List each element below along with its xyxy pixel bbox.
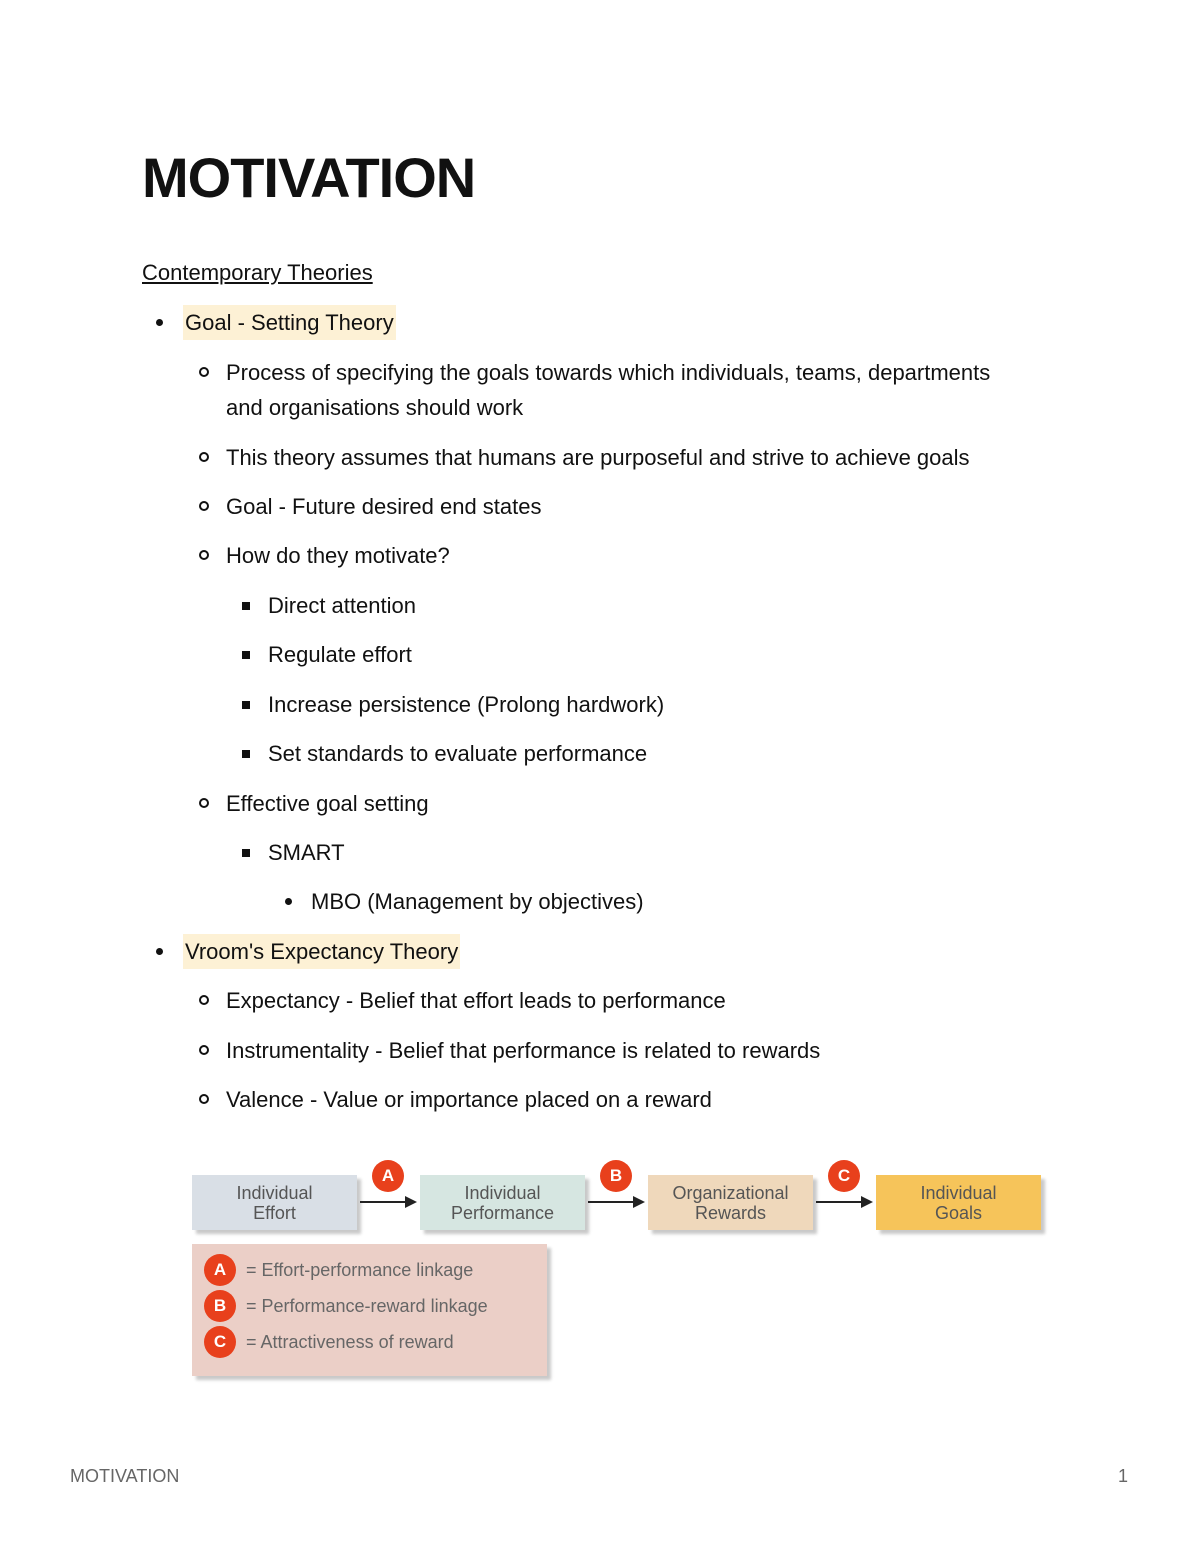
badge-a-icon: A — [372, 1160, 404, 1192]
square-bullet-icon — [242, 602, 250, 610]
expectancy-diagram — [190, 1160, 1060, 1390]
arrow-icon — [816, 1201, 871, 1203]
list-item-text: Process of specifying the goals towards which individuals, teams, departments — [226, 360, 991, 385]
legend-row — [204, 1290, 488, 1322]
ring-bullet-icon — [199, 367, 209, 377]
disc-bullet-icon — [156, 319, 163, 326]
list-item-motivate — [268, 637, 412, 672]
badge-c-icon: C — [828, 1160, 860, 1192]
badge-b-icon: B — [204, 1290, 236, 1322]
list-item-motivate — [268, 687, 664, 722]
list-item-goal-setting — [183, 305, 396, 340]
list-item-motivate — [268, 736, 647, 771]
square-bullet-icon — [242, 849, 250, 857]
badge-a-icon: A — [204, 1254, 236, 1286]
list-item-text: and organisations should work — [226, 395, 524, 420]
ring-bullet-icon — [199, 1094, 209, 1104]
arrow-icon — [588, 1201, 643, 1203]
legend-text: = Effort-performance linkage — [246, 1259, 474, 1280]
ring-bullet-icon — [199, 550, 209, 560]
list-item-mbo — [311, 884, 644, 919]
square-bullet-icon — [242, 651, 250, 659]
ring-bullet-icon — [199, 1045, 209, 1055]
list-item-definition-continued — [226, 390, 523, 425]
ring-bullet-icon — [199, 452, 209, 462]
list-item-vroom — [183, 934, 460, 969]
ring-bullet-icon — [199, 501, 209, 511]
list-item-text: SMART — [268, 840, 345, 865]
list-item-text: Expectancy - Belief that effort leads to performance — [226, 988, 726, 1013]
list-item-text: How do they motivate? — [226, 543, 450, 568]
performance-box: Individual Performance — [420, 1175, 585, 1230]
section-heading: Contemporary Theories — [142, 260, 373, 285]
goals-box: Individual Goals — [876, 1175, 1041, 1230]
list-item-instrumentality — [226, 1033, 820, 1068]
square-bullet-icon — [242, 750, 250, 758]
ring-bullet-icon — [199, 798, 209, 808]
diagram-legend — [192, 1244, 547, 1376]
list-item-how-motivate — [226, 538, 450, 573]
legend-row — [204, 1254, 473, 1286]
ring-bullet-icon — [199, 995, 209, 1005]
list-item-text: This theory assumes that humans are purposeful and strive to achieve goals — [226, 445, 970, 470]
highlighted-heading: Vroom's Expectancy Theory — [183, 934, 460, 969]
badge-b-icon: B — [600, 1160, 632, 1192]
rewards-box: Organizational Rewards — [648, 1175, 813, 1230]
list-item-effective — [226, 786, 429, 821]
list-item-text: MBO (Management by objectives) — [311, 889, 644, 914]
list-item-text: Effective goal setting — [226, 791, 429, 816]
page-number: 1 — [1118, 1466, 1129, 1486]
effort-box: Individual Effort — [192, 1175, 357, 1230]
list-item-smart — [268, 835, 345, 870]
list-item-definition — [226, 355, 990, 390]
list-item-expectancy — [226, 983, 726, 1018]
list-item-text: Increase persistence (Prolong hardwork) — [268, 692, 665, 717]
list-item-text: Regulate effort — [268, 642, 412, 667]
square-bullet-icon — [242, 701, 250, 709]
legend-row — [204, 1326, 454, 1358]
list-item-text: Instrumentality - Belief that performance is related to rewards — [226, 1038, 821, 1063]
badge-c-icon: C — [204, 1326, 236, 1358]
list-item-text: Direct attention — [268, 593, 416, 618]
list-item-text: Valence - Value or importance placed on a reward — [226, 1087, 712, 1112]
arrow-icon — [360, 1201, 415, 1203]
legend-text: = Attractiveness of reward — [246, 1331, 454, 1352]
list-item-goal-definition — [226, 489, 542, 524]
page-title: MOTIVATION — [142, 146, 476, 209]
legend-text: = Performance-reward linkage — [246, 1295, 488, 1316]
list-item-text: Goal - Future desired end states — [226, 494, 542, 519]
footer-title: MOTIVATION — [70, 1466, 180, 1486]
highlighted-heading: Goal - Setting Theory — [183, 305, 396, 340]
list-item-motivate — [268, 588, 416, 623]
disc-bullet-icon — [285, 898, 292, 905]
disc-bullet-icon — [156, 948, 163, 955]
list-item-valence — [226, 1082, 712, 1117]
list-item-assumption — [226, 440, 970, 475]
list-item-text: Set standards to evaluate performance — [268, 741, 648, 766]
